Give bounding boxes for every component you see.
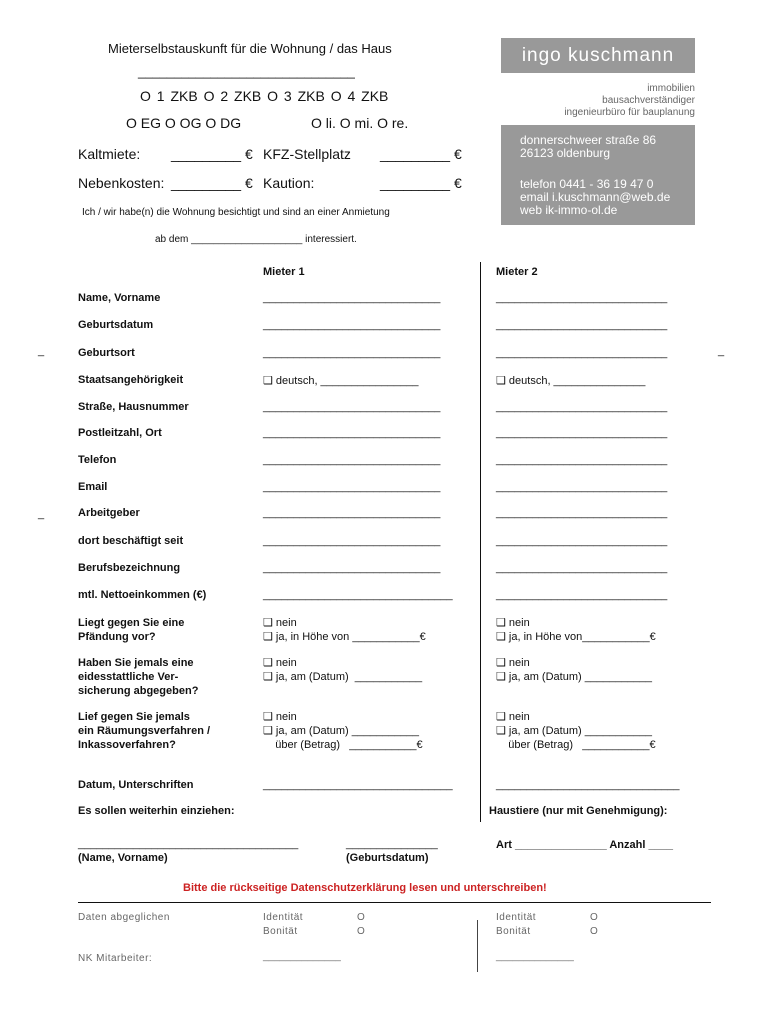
field-label: Berufsbezeichnung xyxy=(78,562,181,574)
field-label: Arbeitgeber xyxy=(78,507,140,519)
room-options[interactable]: O 1 ZKB O 2 ZKB O 3 ZKB O 4 ZKB xyxy=(140,88,389,104)
einziehen-name-line[interactable]: ____________________________________ xyxy=(78,838,299,850)
company-line-2: bausachverständiger xyxy=(602,95,695,106)
field-mieter2[interactable]: ____________________________ xyxy=(496,347,668,359)
eidesstattlich-mieter2[interactable]: ❑ nein ❑ ja, am (Datum) ___________ xyxy=(496,657,653,683)
question-raeumung: Lief gegen Sie jemals ein Räumungsverfahren / Inkassoverfahren? xyxy=(78,711,211,751)
margin-mark: _ xyxy=(718,345,725,357)
nebenkosten-label: Nebenkosten: xyxy=(78,175,165,191)
field-mieter2[interactable]: ____________________________ xyxy=(496,401,668,413)
bonitaet-label-1: Bonität xyxy=(263,926,298,937)
field-label: Telefon xyxy=(78,454,117,466)
mieter2-header: Mieter 2 xyxy=(496,266,538,278)
raeumung-mieter1[interactable]: ❑ nein ❑ ja, am (Datum) ___________ über (Betrag) ___________€ xyxy=(263,711,423,751)
field-mieter2[interactable]: ____________________________ xyxy=(496,427,668,439)
company-street: donnerschweer straße 86 xyxy=(520,133,657,147)
company-telefon: telefon 0441 - 36 19 47 0 xyxy=(520,177,654,191)
field-label: Straße, Hausnummer xyxy=(78,401,189,413)
company-email[interactable]: email i.kuschmann@web.de xyxy=(520,190,671,204)
field-mieter2[interactable]: ____________________________ xyxy=(496,562,668,574)
mitarbeiter-line-2[interactable]: ______________ xyxy=(496,951,574,962)
field-mieter1[interactable]: _____________________________ xyxy=(263,292,441,304)
field-label: Email xyxy=(78,481,108,493)
kaltmiete-label: Kaltmiete: xyxy=(78,146,141,162)
field-label: Postleitzahl, Ort xyxy=(78,427,162,439)
field-mieter1[interactable]: _____________________________ xyxy=(263,454,441,466)
pfaendung-mieter1[interactable]: ❑ nein ❑ ja, in Höhe von ___________€ xyxy=(263,617,426,643)
field-mieter1[interactable]: _____________________________ xyxy=(263,401,441,413)
company-line-3: ingenieurbüro für bauplanung xyxy=(564,107,695,118)
office-divider xyxy=(477,920,478,972)
mitarbeiter-line-1[interactable]: ______________ xyxy=(263,951,341,962)
field-mieter2[interactable]: ____________________________ xyxy=(496,454,668,466)
company-address-box xyxy=(501,125,695,225)
field-label: Geburtsdatum xyxy=(78,319,154,331)
ab-dem-text[interactable]: ab dem ____________________ interessiert. xyxy=(155,234,357,245)
field-mieter1[interactable]: _____________________________ xyxy=(263,347,441,359)
nationality-mieter2[interactable]: ❑ deutsch, _______________ xyxy=(496,375,646,387)
einziehen-date-line[interactable]: _______________ xyxy=(346,838,438,850)
bonitaet-check-2[interactable]: O xyxy=(590,926,598,937)
field-mieter1[interactable]: _____________________________ xyxy=(263,562,441,574)
datenschutz-notice: Bitte die rückseitige Datenschutzerklärung lesen und unterschreiben! xyxy=(183,882,547,894)
field-mieter2[interactable]: ____________________________ xyxy=(496,589,668,601)
field-label: Name, Vorname xyxy=(78,292,161,304)
question-eidesstattlich: Haben Sie jemals eine eidesstattliche Ver- sicherung abgegeben? xyxy=(78,657,199,697)
bonitaet-label-2: Bonität xyxy=(496,926,531,937)
field-label: Geburtsort xyxy=(78,347,135,359)
field-mieter1[interactable]: _______________________________ xyxy=(263,589,453,601)
address-line: ______________________________ xyxy=(138,64,355,79)
question-pfaendung: Liegt gegen Sie eine Pfändung vor? xyxy=(78,617,185,643)
nebenkosten-field[interactable]: _________ € xyxy=(171,175,253,191)
margin-mark: _ xyxy=(38,345,45,357)
company-web[interactable]: web ik-immo-ol.de xyxy=(520,203,618,217)
kfz-label: KFZ-Stellplatz xyxy=(263,146,351,162)
field-label: mtl. Nettoeinkommen (€) xyxy=(78,589,207,601)
einziehen-date-label: (Geburtsdatum) xyxy=(346,852,429,864)
company-city: 26123 oldenburg xyxy=(520,146,611,160)
form-title: Mieterselbstauskunft für die Wohnung / das Haus xyxy=(108,41,392,56)
kfz-field[interactable]: _________ € xyxy=(380,146,462,162)
identitaet-label-2: Identität xyxy=(496,912,537,923)
field-label: Staatsangehörigkeit xyxy=(78,374,184,386)
notice-divider xyxy=(78,902,711,903)
field-mieter1[interactable]: _____________________________ xyxy=(263,535,441,547)
einziehen-name-label: (Name, Vorname) xyxy=(78,852,168,864)
column-divider xyxy=(480,262,481,822)
signature-mieter2[interactable]: ______________________________ xyxy=(496,779,680,791)
haustiere-art-field[interactable]: Art _______________ Anzahl ____ xyxy=(496,839,673,851)
kaution-field[interactable]: _________ € xyxy=(380,175,462,191)
position-options[interactable]: O li. O mi. O re. xyxy=(311,115,409,131)
field-mieter1[interactable]: _____________________________ xyxy=(263,319,441,331)
haustiere-label: Haustiere (nur mit Genehmigung): xyxy=(489,805,668,817)
identitaet-check-2[interactable]: O xyxy=(590,912,598,923)
field-label: dort beschäftigt seit xyxy=(78,535,184,547)
margin-mark: _ xyxy=(38,508,45,520)
field-mieter2[interactable]: ____________________________ xyxy=(496,319,668,331)
field-mieter1[interactable]: _____________________________ xyxy=(263,427,441,439)
field-mieter1[interactable]: _____________________________ xyxy=(263,481,441,493)
field-mieter2[interactable]: ____________________________ xyxy=(496,481,668,493)
mitarbeiter-label: NK Mitarbeiter: xyxy=(78,953,153,964)
pfaendung-mieter2[interactable]: ❑ nein ❑ ja, in Höhe von___________€ xyxy=(496,617,656,643)
raeumung-mieter2[interactable]: ❑ nein ❑ ja, am (Datum) ___________ über (Betrag) ___________€ xyxy=(496,711,656,751)
field-mieter2[interactable]: ____________________________ xyxy=(496,535,668,547)
bonitaet-check-1[interactable]: O xyxy=(357,926,365,937)
company-line-1: immobilien xyxy=(647,83,695,94)
kaltmiete-field[interactable]: _________ € xyxy=(171,146,253,162)
identitaet-label-1: Identität xyxy=(263,912,304,923)
field-mieter1[interactable]: _____________________________ xyxy=(263,507,441,519)
company-logo: ingo kuschmann xyxy=(501,38,695,73)
daten-abgeglichen-label: Daten abgeglichen xyxy=(78,912,170,923)
signatures-label: Datum, Unterschriften xyxy=(78,779,194,791)
einziehen-label: Es sollen weiterhin einziehen: xyxy=(78,805,235,817)
field-mieter2[interactable]: ____________________________ xyxy=(496,507,668,519)
nationality-mieter1[interactable]: ❑ deutsch, ________________ xyxy=(263,375,419,387)
mieter1-header: Mieter 1 xyxy=(263,266,305,278)
field-mieter2[interactable]: ____________________________ xyxy=(496,292,668,304)
besichtigt-text: Ich / wir habe(n) die Wohnung besichtigt und sind an einer Anmietung xyxy=(82,207,390,218)
floor-options[interactable]: O EG O OG O DG xyxy=(126,115,242,131)
identitaet-check-1[interactable]: O xyxy=(357,912,365,923)
signature-mieter1[interactable]: _______________________________ xyxy=(263,779,453,791)
kaution-label: Kaution: xyxy=(263,175,315,191)
eidesstattlich-mieter1[interactable]: ❑ nein ❑ ja, am (Datum) ___________ xyxy=(263,657,423,683)
